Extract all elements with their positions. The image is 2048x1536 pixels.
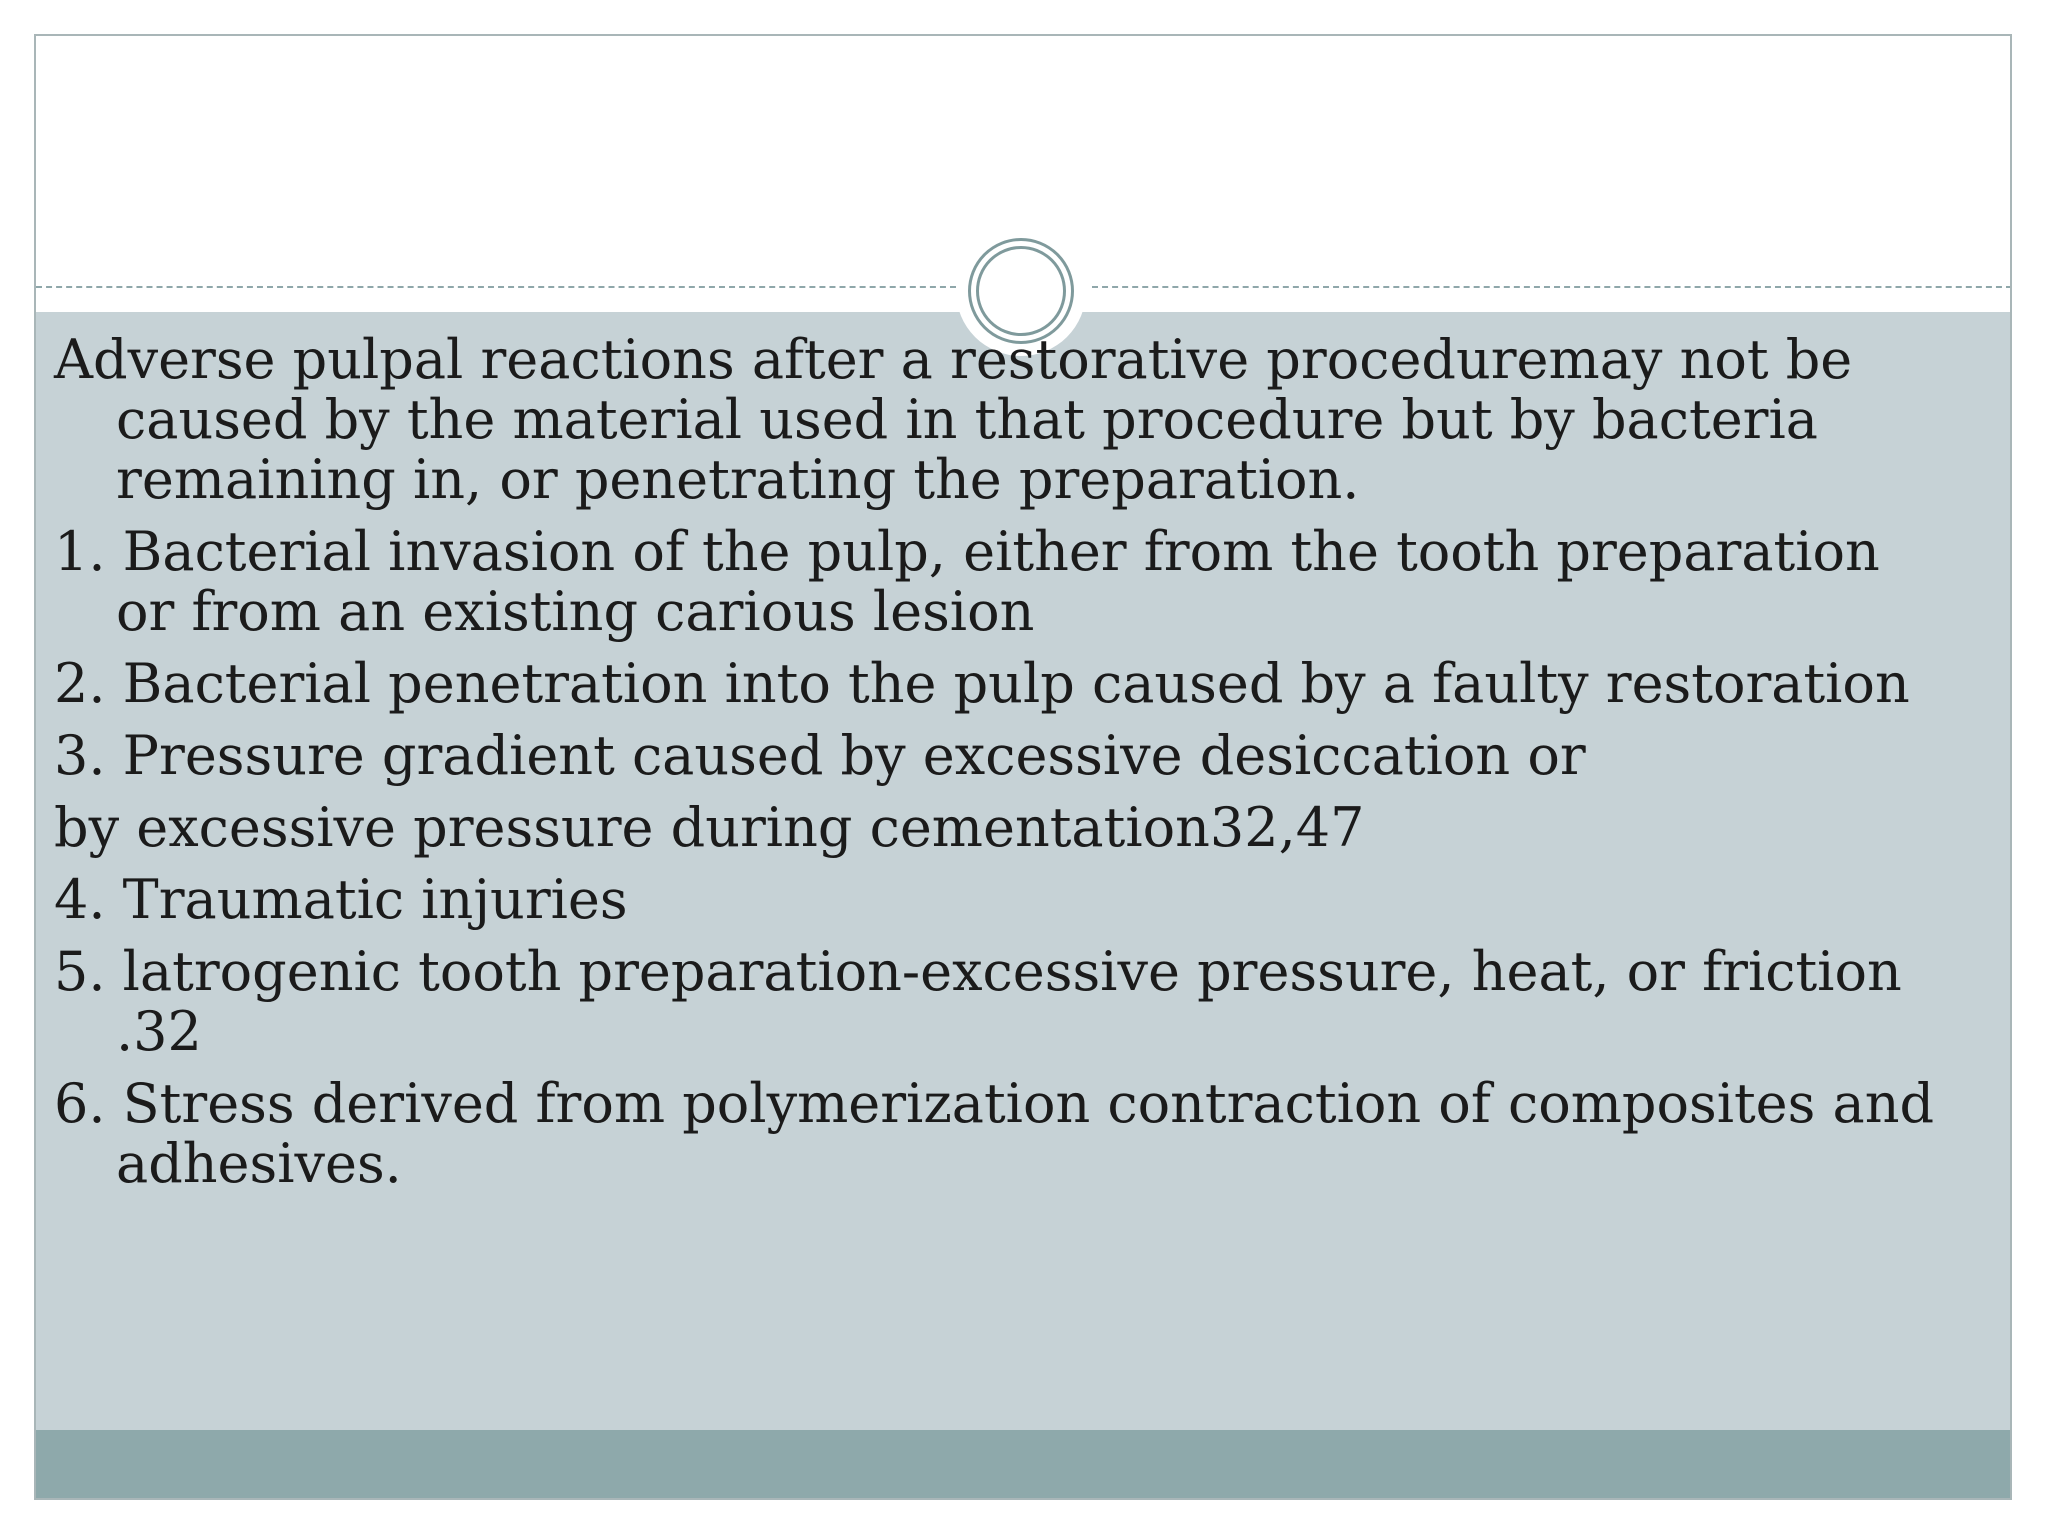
ornament-inner-ring (976, 246, 1066, 336)
divider-line-right (1092, 286, 2012, 288)
intro-paragraph: Adverse pulpal reactions after a restorative proceduremay not be caused by the material used in that procedure but by bacteria remaining in, or penetrating the preparation. (54, 328, 1853, 511)
list-item-continuation: by excessive pressure during cementation32,47 (54, 796, 1365, 859)
list-item: 2. Bacterial penetration into the pulp caused by a faulty restoration (54, 652, 1910, 715)
list-item: 6. Stress derived from polymerization contraction of composites and adhesives. (54, 1072, 1935, 1195)
list-item: 4. Traumatic injuries (54, 868, 628, 931)
list-item: 1. Bacterial invasion of the pulp, either from the tooth preparation or from an existing carious lesion (54, 520, 1880, 643)
footer-band (36, 1430, 2010, 1500)
divider-line-left (36, 286, 956, 288)
list-item: 3. Pressure gradient caused by excessive desiccation or (54, 724, 1586, 787)
slide-body (54, 330, 1954, 1206)
list-item: 5. latrogenic tooth preparation-excessive pressure, heat, or friction .32 (54, 940, 1902, 1063)
